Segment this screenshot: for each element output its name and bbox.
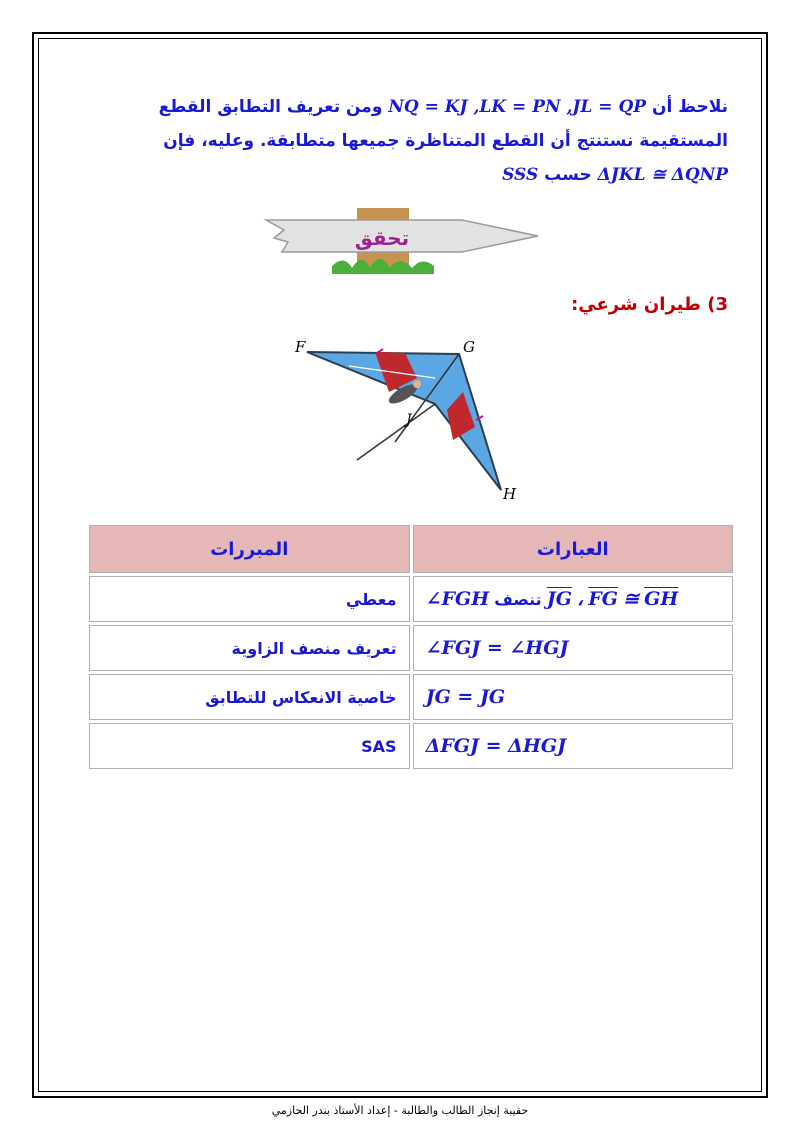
grass-icon <box>332 259 434 274</box>
reason-cell: تعريف منصف الزاوية <box>89 625 410 671</box>
label-g: G <box>463 338 475 356</box>
statement-cell <box>413 674 733 720</box>
intro-text: ومن تعريف التطابق القطع <box>158 97 383 117</box>
pilot-head-icon <box>413 380 421 388</box>
statement-segment: $\overline{GH}$ <box>644 588 679 610</box>
statement-congruent: ≅ <box>623 588 639 610</box>
label-j: J <box>406 412 412 428</box>
statement-separator: ، <box>577 588 584 610</box>
statement-text: ΔFGJ = ΔHGJ <box>425 735 567 757</box>
intro-sss: SSS <box>502 165 539 185</box>
intro-text: نلاحظ أن <box>651 97 728 117</box>
check-banner-text: تحقق <box>354 226 410 250</box>
header-statements: العبارات <box>413 525 733 573</box>
table-row <box>89 674 733 720</box>
intro-paragraph <box>88 90 728 192</box>
intro-congruence: ΔJKL ≅ ΔQNP <box>597 165 728 185</box>
statement-cell <box>413 625 733 671</box>
statement-text: JG = JG <box>425 686 506 708</box>
proof-table <box>86 522 736 772</box>
exercise-title: 3) طيران شرعي: <box>571 294 728 315</box>
intro-math: NQ = KJ ,LK = PN ,JL = QP <box>388 97 647 117</box>
label-f: F <box>295 338 306 356</box>
label-h: H <box>503 485 517 503</box>
statement-text: ∠FGJ = ∠HGJ <box>425 637 569 659</box>
intro-line-1 <box>88 90 728 124</box>
statement-cell <box>413 576 733 622</box>
statement-cell <box>413 723 733 769</box>
glider-strut <box>357 404 435 460</box>
reason-cell: خاصية الانعكاس للتطابق <box>89 674 410 720</box>
statement-angle: ∠FGH <box>425 588 490 610</box>
intro-text: حسب <box>544 165 592 185</box>
intro-line-3 <box>88 158 728 192</box>
table-row <box>89 723 733 769</box>
statement-segment: $\overline{FG}$ <box>588 588 618 610</box>
hang-glider-figure <box>285 332 525 508</box>
header-reasons: المبررات <box>89 525 410 573</box>
table-row <box>89 576 733 622</box>
check-banner <box>262 206 542 278</box>
statement-segment: $\overline{JG}$ <box>546 588 572 610</box>
intro-line-2: المستقيمة نستنتج أن القطع المتناظرة جميعها متطابقة. وعليه، فإن <box>163 131 728 151</box>
statement-text: تنصف <box>494 590 542 609</box>
reason-cell: SAS <box>89 723 410 769</box>
page-footer: حقيبة إنجاز الطالب والطالبة - إعداد الأستاذ بندر الحازمي <box>271 1104 529 1117</box>
table-row <box>89 625 733 671</box>
reason-cell: معطي <box>89 576 410 622</box>
proof-table-header <box>89 525 733 573</box>
